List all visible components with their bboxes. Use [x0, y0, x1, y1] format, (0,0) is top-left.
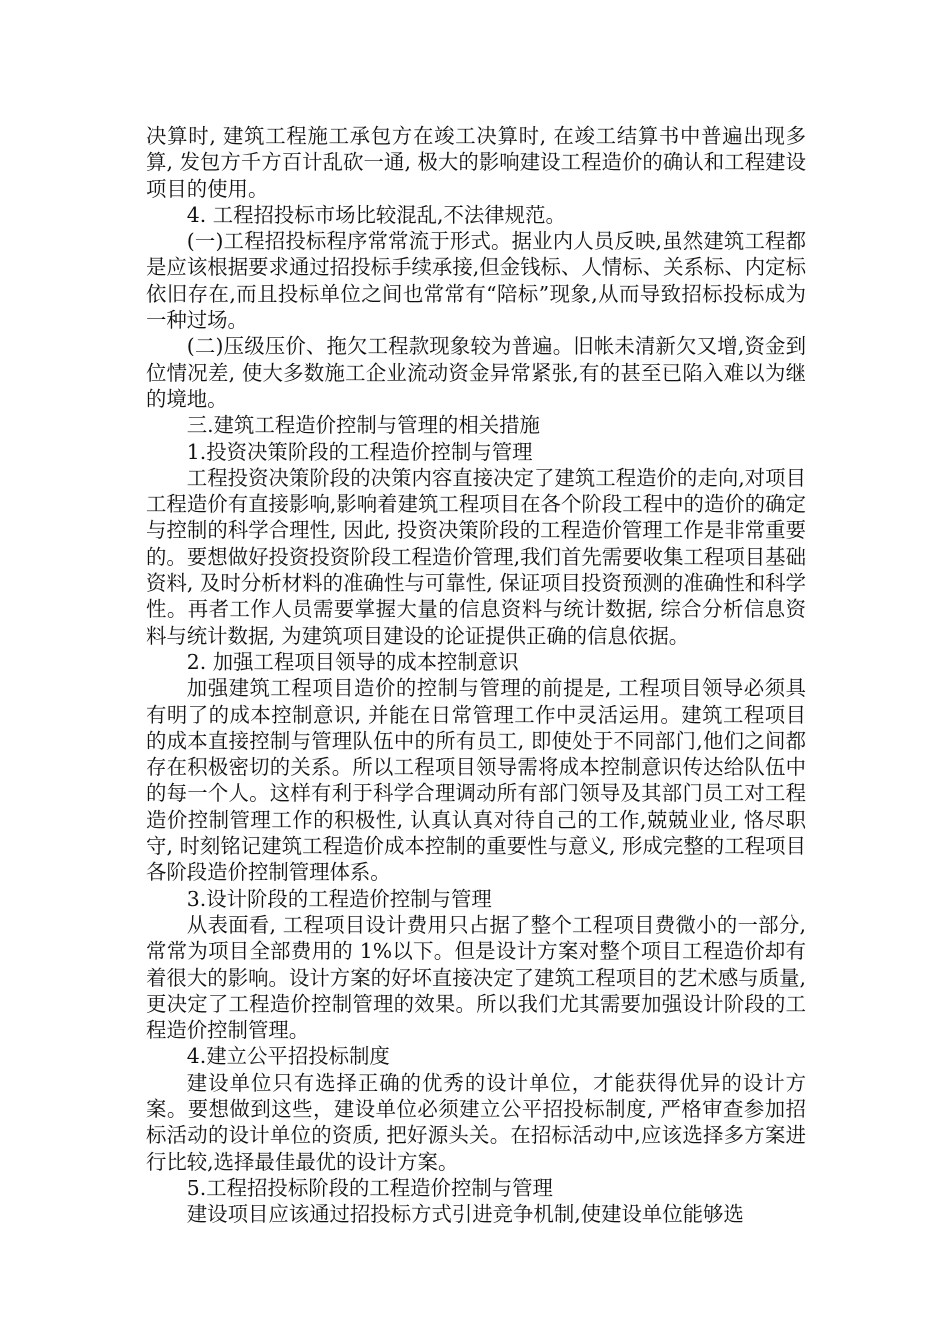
paragraph-price-pressure: (二)压级压价、拖欠工程款现象较为普遍。旧帐未清新欠又增,资金到位情况差, 使大多数施工企业流动资金异常紧张,有的甚至已陷入难以为继的境地。: [146, 334, 806, 411]
heading-design-stage: 3.设计阶段的工程造价控制与管理: [186, 886, 492, 911]
paragraph-fair-bidding: 建设单位只有选择正确的优秀的设计单位，才能获得优异的设计方案。要想做到这些，建设单位必须建立公平招投标制度, 严格审查参加招标活动的设计单位的资质, 把好源头关。在招标活动中,应该选择多方案进行比较,选择最佳最优的设计方案。: [146, 1070, 806, 1174]
heading-fair-bidding: 4.建立公平招投标制度: [186, 1044, 390, 1069]
paragraph-bidding-formality: (一)工程招投标程序常常流于形式。据业内人员反映,虽然建筑工程都是应该根据要求通过招投标手续承接,但金钱标、人情标、关系标、内定标依旧存在,而且投标单位之间也常常有“陪标”现象,从而导致招标投标成为一种过场。: [146, 229, 806, 333]
paragraph-leadership-awareness: 加强建筑工程项目造价的控制与管理的前提是, 工程项目领导必须具有明了的成本控制意识, 并能在日常管理工作中灵活运用。建筑工程项目的成本直接控制与管理队伍中的所有员工, 即使处于不同部门,他们之间都存在积极密切的关系。所以工程项目领导需将成本控制意识传达给队伍中的每一个人。这样有利于科学合理调动所有部门领导及其部门员工对工程造价控制管理工作的积极性, 认真认真对待自己的工作,兢兢业业, 恪尽职守, 时刻铭记建筑工程造价成本控制的重要性与意义, 形成完整的工程项目各阶段造价控制管理体系。: [146, 676, 806, 885]
paragraph-investment-decision: 工程投资决策阶段的决策内容直接决定了建筑工程造价的走向,对项目工程造价有直接影响,影响着建筑工程项目在各个阶段工程中的造价的确定与控制的科学合理性, 因此, 投资决策阶段的工程造价管理工作是非常重要的。要想做好投资投资阶段工程造价管理,我们首先需要收集工程项目基础资料, 及时分析材料的准确性与可靠性, 保证项目投资预测的准确性和科学性。再者工作人员需要掌握大量的信息资料与统计数据, 综合分析信息资料与统计数据, 为建筑项目建设的论证提供正确的信息依据。: [146, 465, 806, 648]
heading-leadership-awareness: 2. 加强工程项目领导的成本控制意识: [186, 649, 519, 674]
paragraph-design-stage: 从表面看, 工程项目设计费用只占据了整个工程项目费微小的一部分, 常常为项目全部费用的 1%以下。但是设计方案对整个项目工程造价却有着很大的影响。设计方案的好坏直接决定了建筑工程项目的艺术感与质量, 更决定了工程造价控制管理的效果。所以我们尤其需要加强设计阶段的工程造价控制管理。: [146, 912, 806, 1043]
paragraph-bidding-stage: 建设项目应该通过招投标方式引进竞争机制,使建设单位能够选: [186, 1202, 744, 1227]
section-heading-measures: 三.建筑工程造价控制与管理的相关措施: [186, 413, 540, 438]
heading-bidding-market: 4. 工程招投标市场比较混乱,不法律规范。: [186, 202, 566, 227]
heading-bidding-stage: 5.工程招投标阶段的工程造价控制与管理: [186, 1175, 553, 1200]
paragraph-final-accounts: 决算时, 建筑工程施工承包方在竣工决算时, 在竣工结算书中普遍出现多算, 发包方千方百计乱砍一通, 极大的影响建设工程造价的确认和工程建设项目的使用。: [146, 124, 806, 201]
heading-investment-decision: 1.投资决策阶段的工程造价控制与管理: [186, 439, 533, 464]
document-page: [146, 123, 806, 1227]
